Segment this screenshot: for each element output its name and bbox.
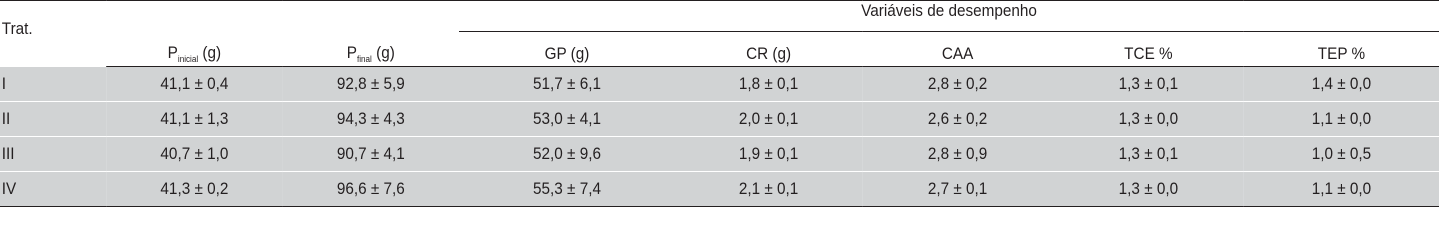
cell-p-inicial: 40,7 ± 1,0 bbox=[106, 137, 282, 172]
cell-tce: 1,3 ± 0,1 bbox=[1053, 67, 1244, 102]
cell-p-final: 90,7 ± 4,1 bbox=[283, 137, 459, 172]
table-row bbox=[0, 102, 1439, 137]
cell-tce: 1,3 ± 0,0 bbox=[1053, 172, 1244, 207]
cell-trat: II bbox=[0, 102, 106, 137]
header-trat: Trat. bbox=[0, 1, 106, 67]
cell-p-final: 94,3 ± 4,3 bbox=[283, 102, 459, 137]
cell-trat: I bbox=[0, 67, 106, 102]
cell-gp: 52,0 ± 9,6 bbox=[459, 137, 675, 172]
table-row bbox=[0, 137, 1439, 172]
cell-tce: 1,3 ± 0,1 bbox=[1053, 137, 1244, 172]
cell-cr: 2,1 ± 0,1 bbox=[675, 172, 862, 207]
header-cr: CR (g) bbox=[675, 32, 862, 67]
cell-cr: 2,0 ± 0,1 bbox=[675, 102, 862, 137]
header-spacer bbox=[106, 1, 282, 32]
cell-gp: 53,0 ± 4,1 bbox=[459, 102, 675, 137]
cell-caa: 2,8 ± 0,2 bbox=[862, 67, 1053, 102]
header-p-inicial-sub: inicial bbox=[177, 54, 199, 64]
header-tep: TEP % bbox=[1244, 32, 1439, 67]
cell-gp: 51,7 ± 6,1 bbox=[459, 67, 675, 102]
header-p-final-main: P bbox=[346, 43, 357, 62]
header-p-inicial-main: P bbox=[167, 43, 178, 62]
cell-p-final: 92,8 ± 5,9 bbox=[283, 67, 459, 102]
cell-tce: 1,3 ± 0,0 bbox=[1053, 102, 1244, 137]
cell-caa: 2,6 ± 0,2 bbox=[862, 102, 1053, 137]
header-p-inicial bbox=[106, 32, 282, 67]
cell-trat: IV bbox=[0, 172, 106, 207]
table-row bbox=[0, 172, 1439, 207]
header-gp: GP (g) bbox=[459, 32, 675, 67]
header-caa: CAA bbox=[862, 32, 1053, 67]
header-group-desempenho: Variáveis de desempenho bbox=[459, 1, 1439, 32]
cell-trat: III bbox=[0, 137, 106, 172]
cell-p-inicial: 41,1 ± 1,3 bbox=[106, 102, 282, 137]
cell-p-inicial: 41,3 ± 0,2 bbox=[106, 172, 282, 207]
header-p-final-unit: (g) bbox=[371, 43, 395, 62]
cell-tep: 1,0 ± 0,5 bbox=[1244, 137, 1439, 172]
cell-tep: 1,1 ± 0,0 bbox=[1244, 172, 1439, 207]
cell-p-final: 96,6 ± 7,6 bbox=[283, 172, 459, 207]
cell-caa: 2,8 ± 0,9 bbox=[862, 137, 1053, 172]
table-row bbox=[0, 67, 1439, 102]
header-spacer bbox=[283, 1, 459, 32]
cell-tep: 1,4 ± 0,0 bbox=[1244, 67, 1439, 102]
header-p-final-sub: final bbox=[356, 54, 372, 64]
cell-cr: 1,8 ± 0,1 bbox=[675, 67, 862, 102]
header-p-inicial-unit: (g) bbox=[198, 43, 222, 62]
cell-tep: 1,1 ± 0,0 bbox=[1244, 102, 1439, 137]
cell-cr: 1,9 ± 0,1 bbox=[675, 137, 862, 172]
header-p-final bbox=[283, 32, 459, 67]
cell-gp: 55,3 ± 7,4 bbox=[459, 172, 675, 207]
cell-p-inicial: 41,1 ± 0,4 bbox=[106, 67, 282, 102]
header-tce: TCE % bbox=[1053, 32, 1244, 67]
cell-caa: 2,7 ± 0,1 bbox=[862, 172, 1053, 207]
